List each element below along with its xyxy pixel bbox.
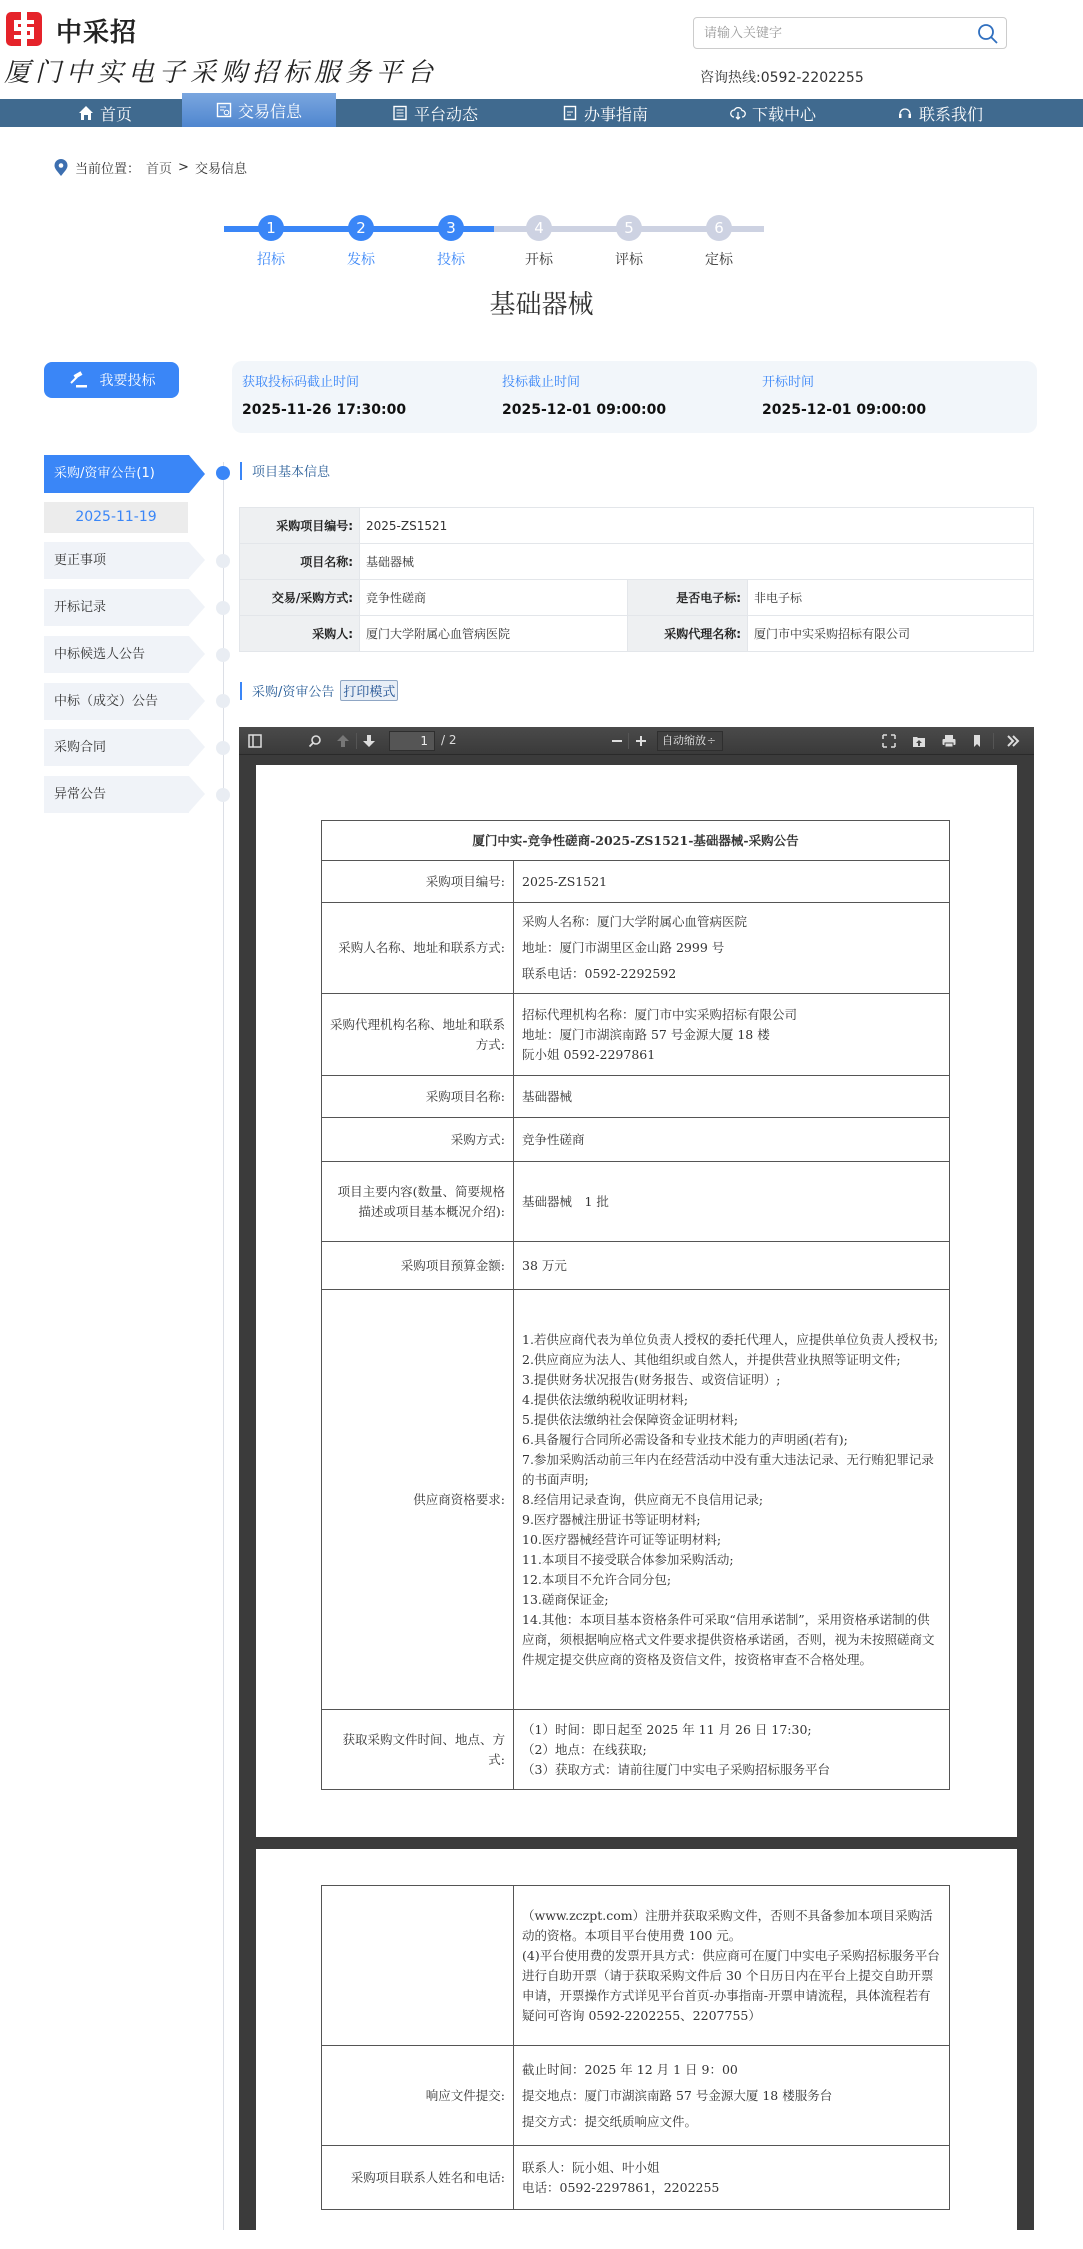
breadcrumb-separator: >: [178, 160, 189, 175]
value-line: 联系电话：0592-2292592: [522, 966, 677, 981]
value-line: 6.具备履行合同所必需设备和专业技术能力的声明函(若有);: [522, 1431, 848, 1447]
table-row: [240, 508, 1034, 544]
field-label: 采购代理名称:: [628, 616, 748, 652]
row-label: 采购项目联系人姓名和电话:: [322, 2146, 514, 2210]
site-title: 厦门中实电子采购招标服务平台: [4, 58, 439, 88]
field-label: 采购人:: [240, 616, 360, 652]
value-line: 3.提供财务状况报告(财务报告、或资信证明）;: [522, 1371, 781, 1387]
row-label: 采购项目编号:: [322, 861, 514, 903]
row-label: 响应文件提交:: [322, 2046, 514, 2146]
row-label: [322, 1886, 514, 2046]
sidebar-toggle-icon[interactable]: [247, 733, 263, 749]
value-line: 4.提供依法缴纳税收证明材料;: [522, 1391, 689, 1407]
time-value: 2025-12-01 09:00:00: [502, 402, 667, 418]
nav-item-label: 下载中心: [751, 104, 816, 124]
value-line: 10.医疗器械经营许可证等证明材料;: [522, 1531, 722, 1547]
step-opening: [509, 215, 569, 269]
timeline-line: [223, 462, 224, 2230]
logo-icon[interactable]: [6, 12, 42, 46]
value-line: 13.磋商保证金;: [522, 1591, 609, 1607]
section-title: 采购/资审公告: [252, 685, 335, 700]
field-label: 是否电子标:: [628, 580, 748, 616]
field-label: 项目名称:: [240, 544, 360, 580]
bid-deadline: [502, 371, 666, 418]
value-line: 采购人名称：厦门大学附属心血管病医院: [522, 914, 748, 929]
row-label: 项目主要内容(数量、简要规格描述或项目基本概况介绍):: [322, 1162, 514, 1242]
time-label: 投标截止时间: [502, 375, 581, 390]
table-row: [322, 994, 950, 1076]
row-value: [514, 2046, 950, 2146]
zoom-select[interactable]: [657, 731, 723, 751]
timeline-dot: [216, 741, 230, 755]
row-label: 采购人名称、地址和联系方式:: [322, 903, 514, 994]
home-icon: [78, 105, 94, 121]
toolbar-separator: [356, 733, 357, 749]
step-number: 3: [438, 215, 464, 241]
pdf-page-2: [256, 1849, 1017, 2249]
row-value: [514, 903, 950, 994]
row-value: [514, 1290, 950, 1710]
step-label: 定标: [705, 252, 733, 268]
print-icon[interactable]: [941, 733, 957, 749]
value-line: 9.医疗器械注册证书等证明材料;: [522, 1511, 701, 1527]
step-issue: [331, 215, 391, 269]
value-line: 2.供应商应为法人、其他组织或自然人，并提供营业执照等证明文件;: [522, 1351, 901, 1367]
value-line: 7.参加采购活动前三年内在经营活动中没有重大违法记录、无行贿犯罪记录的书面声明;: [522, 1451, 934, 1487]
step-evaluation: [599, 215, 659, 269]
nav-item-label: 平台动态: [413, 104, 478, 124]
open-file-icon[interactable]: [911, 733, 927, 749]
time-value: 2025-11-26 17:30:00: [242, 402, 407, 418]
table-row: [322, 2146, 950, 2210]
timeline-dot-active: [216, 466, 230, 480]
toolbar-separator: [993, 733, 994, 749]
agent-value: 厦门市中实采购招标有限公司: [748, 616, 1034, 652]
row-value: 基础器械: [514, 1076, 950, 1118]
timeline-dot: [216, 788, 230, 802]
step-tender: [421, 215, 481, 269]
gavel-icon: [68, 371, 88, 389]
bookmark-icon[interactable]: [969, 733, 985, 749]
table-row: [240, 616, 1034, 652]
step-number: 4: [526, 215, 552, 241]
nav-item-trade-info[interactable]: [182, 93, 336, 127]
nav-item-contact[interactable]: [880, 99, 1000, 127]
table-row: [322, 1290, 950, 1710]
opening-time: [762, 371, 926, 418]
nav-item-label: 办事指南: [583, 104, 648, 124]
breadcrumb-prefix: 当前位置：: [75, 162, 141, 177]
toolbar-separator: [628, 733, 629, 749]
table-row: [322, 861, 950, 903]
nav-item-label: 首页: [99, 104, 132, 124]
project-number-value: 2025-ZS1521: [360, 508, 1034, 544]
step-award: [689, 215, 749, 269]
timeline-dot: [216, 648, 230, 662]
zoom-out-icon[interactable]: [609, 733, 625, 749]
notice-table-page-2: [321, 1885, 950, 2210]
table-row: [322, 1118, 950, 1162]
nav-item-download[interactable]: [713, 99, 833, 127]
document-icon: [216, 102, 232, 118]
search-icon[interactable]: [976, 22, 1000, 46]
table-row: [240, 544, 1034, 580]
select-arrows-icon: ÷: [706, 734, 716, 747]
table-row: [322, 1242, 950, 1290]
row-label: 采购代理机构名称、地址和联系方式:: [322, 994, 514, 1076]
value-line: （2）地点：在线获取;: [522, 1741, 647, 1757]
value-line: （www.zczpt.com）注册并获取采购文件，否则不具备参加本项目采购活动的资格。本项目平台使用费 100 元。: [522, 1907, 933, 1943]
step-number: 1: [258, 215, 284, 241]
buyer-value: 厦门大学附属心血管病医院: [360, 616, 628, 652]
main-nav: [0, 99, 1083, 127]
bid-code-deadline: [242, 371, 406, 418]
row-value: [514, 1886, 950, 2046]
timeline-dot: [216, 601, 230, 615]
value-line: 电话：0592-2297861，2202255: [522, 2179, 720, 2195]
search-box: [693, 17, 1007, 49]
site-header: [0, 0, 1083, 98]
nav-item-platform-news[interactable]: [375, 99, 495, 127]
value-line: 14.其他：本项目基本资格条件可采取“信用承诺制”，采用资格承诺制的供应商，须根据响应格式文件要求提供资格承诺函，否则，视为未按照磋商文件规定提交供应商的资格及资信文件，按资格审查不合格处理。: [522, 1611, 935, 1667]
step-bidding: [241, 215, 301, 269]
row-value: 基础器械 1 批: [514, 1162, 950, 1242]
value-line: 提交地点：厦门市湖滨南路 57 号金源大厦 18 楼服务台: [522, 2087, 833, 2103]
breadcrumb-home[interactable]: 首页: [146, 162, 173, 177]
row-value: [514, 994, 950, 1076]
step-label: 评标: [615, 252, 643, 268]
section-basic-info: [240, 461, 330, 480]
hotline: 咨询热线:0592-2202255: [700, 70, 864, 86]
nav-item-guide[interactable]: [545, 99, 665, 127]
table-row: [322, 2046, 950, 2146]
progress-steps: [224, 215, 764, 275]
pdf-toolbar: [239, 727, 1034, 755]
value-line: 1.若供应商代表为单位负责人授权的委托代理人，应提供单位负责人授权书;: [522, 1331, 939, 1347]
value-line: (4)平台使用费的发票开具方式：供应商可在厦门中实电子采购招标服务平台进行自助开票（请于获取采购文件后 30 个日历日内在平台上提交自助开票申请，开票操作方式详见平台首页-办事指南-开票申请流程，具体流程若有疑问可咨询 0592-2202255、2207755）: [522, 1947, 940, 2023]
value-line: 地址：厦门市湖滨南路 57 号金源大厦 18 楼: [522, 1026, 770, 1042]
notice-title: 厦门中实-竞争性磋商-2025-ZS1521-基础器械-采购公告: [322, 821, 950, 861]
previous-page-icon[interactable]: [335, 733, 351, 749]
cloud-download-icon: [730, 105, 746, 121]
side-item-date[interactable]: 2025-11-19: [44, 502, 188, 533]
value-line: 招标代理机构名称：厦门市中实采购招标有限公司: [522, 1006, 798, 1022]
page-number-input[interactable]: 1: [389, 731, 435, 751]
side-item-contract[interactable]: 采购合同: [44, 729, 189, 766]
value-line: 8.经信用记录查询，供应商无不良信用记录;: [522, 1491, 764, 1507]
field-label: 采购项目编号:: [240, 508, 360, 544]
time-label: 获取投标码截止时间: [242, 375, 360, 390]
step-label: 投标: [437, 252, 465, 268]
step-number: 6: [706, 215, 732, 241]
step-number: 5: [616, 215, 642, 241]
section-bar: [240, 682, 242, 700]
time-label: 开标时间: [762, 375, 815, 390]
timeline-dot: [216, 554, 230, 568]
nav-item-home[interactable]: [50, 99, 160, 127]
time-value: 2025-12-01 09:00:00: [762, 402, 927, 418]
row-value: [514, 1710, 950, 1790]
guide-icon: [562, 105, 578, 121]
nav-item-label: 交易信息: [237, 101, 302, 121]
presentation-mode-icon[interactable]: [881, 733, 897, 749]
value-line: （1）时间：即日起至 2025 年 11 月 26 日 17:30;: [522, 1721, 812, 1737]
nav-item-label: 联系我们: [918, 104, 983, 124]
table-row: [322, 821, 950, 861]
section-bar: [240, 462, 242, 480]
step-label: 发标: [347, 252, 375, 268]
side-item-opening-record[interactable]: 开标记录: [44, 589, 189, 626]
value-line: 地址：厦门市湖里区金山路 2999 号: [522, 940, 725, 955]
timeline-dot: [216, 694, 230, 708]
project-info-table: [239, 507, 1034, 652]
logo-text[interactable]: 中采招: [56, 18, 138, 48]
table-row: [322, 1076, 950, 1118]
key-times-panel: [232, 361, 1037, 433]
side-item-award-notice[interactable]: 中标（成交）公告: [44, 683, 189, 720]
page-total: / 2: [441, 733, 457, 747]
value-line: 提交方式：提交纸质响应文件。: [522, 2113, 698, 2129]
row-label: 获取采购文件时间、地点、方式:: [322, 1710, 514, 1790]
find-icon[interactable]: [307, 733, 323, 749]
pdf-viewer: [239, 727, 1034, 2230]
row-label: 采购项目名称:: [322, 1076, 514, 1118]
zoom-select-value: 自动缩放: [662, 734, 706, 747]
section-notice: [240, 680, 398, 701]
row-value: [514, 2146, 950, 2210]
project-name-value: 基础器械: [360, 544, 1034, 580]
row-label: 供应商资格要求:: [322, 1290, 514, 1710]
table-row: [240, 580, 1034, 616]
step-number: 2: [348, 215, 374, 241]
table-row: [322, 1710, 950, 1790]
headset-icon: [897, 105, 913, 121]
location-pin-icon: [53, 159, 69, 177]
row-label: 采购方式:: [322, 1118, 514, 1162]
side-item-candidate-notice[interactable]: 中标候选人公告: [44, 636, 189, 673]
more-tools-icon[interactable]: [1005, 733, 1021, 749]
step-label: 招标: [257, 252, 285, 268]
row-value: 38 万元: [514, 1242, 950, 1290]
pdf-page-1: [256, 765, 1017, 1837]
submit-bid-label: 我要投标: [99, 373, 156, 389]
project-title: 基础器械: [489, 290, 594, 320]
table-row: [322, 1162, 950, 1242]
value-line: 联系人：阮小姐、叶小姐: [522, 2159, 660, 2175]
value-line: 阮小姐 0592-2297861: [522, 1046, 656, 1062]
zoom-in-icon[interactable]: [633, 733, 649, 749]
news-icon: [392, 105, 408, 121]
breadcrumb-current[interactable]: 交易信息: [194, 162, 247, 177]
search-input[interactable]: [694, 18, 964, 48]
side-item-corrections[interactable]: 更正事项: [44, 542, 189, 579]
row-value: 2025-ZS1521: [514, 861, 950, 903]
field-label: 交易/采购方式:: [240, 580, 360, 616]
value-line: 5.提供依法缴纳社会保障资金证明材料;: [522, 1411, 739, 1427]
submit-bid-button[interactable]: [44, 362, 179, 398]
value-line: 11.本项目不接受联合体参加采购活动;: [522, 1551, 734, 1567]
electronic-value: 非电子标: [748, 580, 1034, 616]
side-item-procurement-notice[interactable]: 采购/资审公告(1): [44, 455, 189, 493]
table-row: [322, 903, 950, 994]
print-mode-button[interactable]: 打印模式: [340, 680, 398, 701]
next-page-icon[interactable]: [361, 733, 377, 749]
side-item-exception-notice[interactable]: 异常公告: [44, 776, 189, 813]
method-value: 竞争性磋商: [360, 580, 628, 616]
breadcrumb: [53, 158, 247, 177]
notice-table-page-1: [321, 820, 950, 1790]
value-line: 12.本项目不允许合同分包;: [522, 1571, 672, 1587]
row-value: 竞争性磋商: [514, 1118, 950, 1162]
value-line: （3）获取方式：请前往厦门中实电子采购招标服务平台: [522, 1761, 830, 1777]
section-title: 项目基本信息: [252, 465, 331, 480]
value-line: 截止时间：2025 年 12 月 1 日 9：00: [522, 2061, 738, 2077]
row-label: 采购项目预算金额:: [322, 1242, 514, 1290]
step-label: 开标: [525, 252, 553, 268]
table-row: [322, 1886, 950, 2046]
